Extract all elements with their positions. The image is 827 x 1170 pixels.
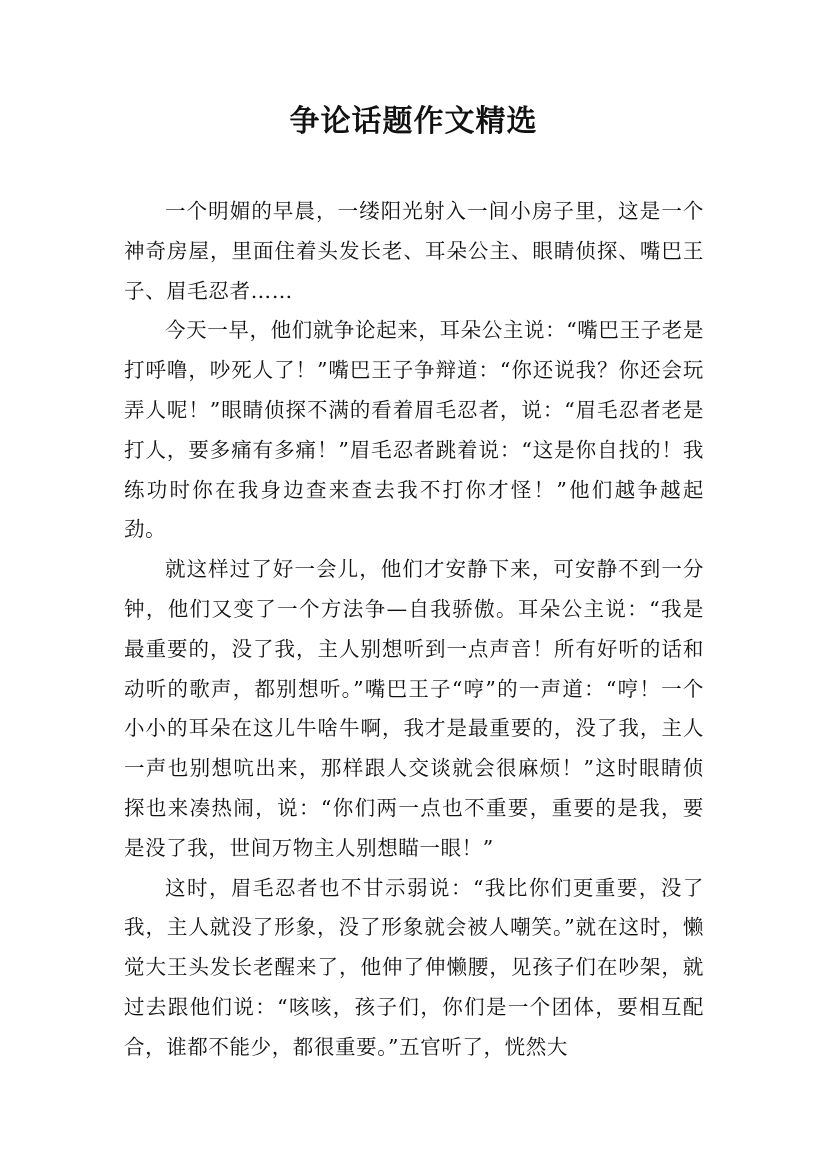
paragraph-4: 这时，眉毛忍者也不甘示弱说：“我比你们更重要，没了我，主人就没了形象，没了形象就会被人嘲笑。”就在这时，懒觉大王头发长老醒来了，他伸了伸懒腰，见孩子们在吵架，就过去跟他们说：“咳咳，孩子们，你们是一个团体，要相互配合，谁都不能少，都很重要。”五官听了，恍然大	[124, 875, 704, 1059]
paragraph-3: 就这样过了好一会儿，他们才安静下来，可安静不到一分钟，他们又变了一个方法争—自我骄傲。耳朵公主说：“我是最重要的，没了我，主人别想听到一点声音！所有好听的话和动听的歌声，都别想听。”嘴巴王子“哼”的一声道：“哼！一个小小的耳朵在这儿牛啥牛啊，我才是最重要的，没了我，主人一声也别想吭出来，那样跟人交谈就会很麻烦！”这时眼睛侦探也来凑热闹，说：“你们两一点也不重要，重要的是我，要是没了我，世间万物主人别想瞄一眼！”	[124, 557, 704, 860]
paragraph-1: 一个明媚的早晨，一缕阳光射入一间小房子里，这是一个神奇房屋，里面住着头发长老、耳朵公主、眼睛侦探、嘴巴王子、眉毛忍者……	[124, 199, 704, 303]
document-body	[124, 192, 704, 1068]
document-title: 争论话题作文精选	[289, 104, 538, 139]
paragraph-2: 今天一早，他们就争论起来，耳朵公主说：“嘴巴王子老是打呼噜，吵死人了！”嘴巴王子争辩道：“你还说我？你还会玩弄人呢！”眼睛侦探不满的看着眉毛忍者，说：“眉毛忍者老是打人，要多痛有多痛！”眉毛忍者跳着说：“这是你自找的！我练功时你在我身边查来查去我不打你才怪！”他们越争越起劲。	[124, 318, 704, 542]
